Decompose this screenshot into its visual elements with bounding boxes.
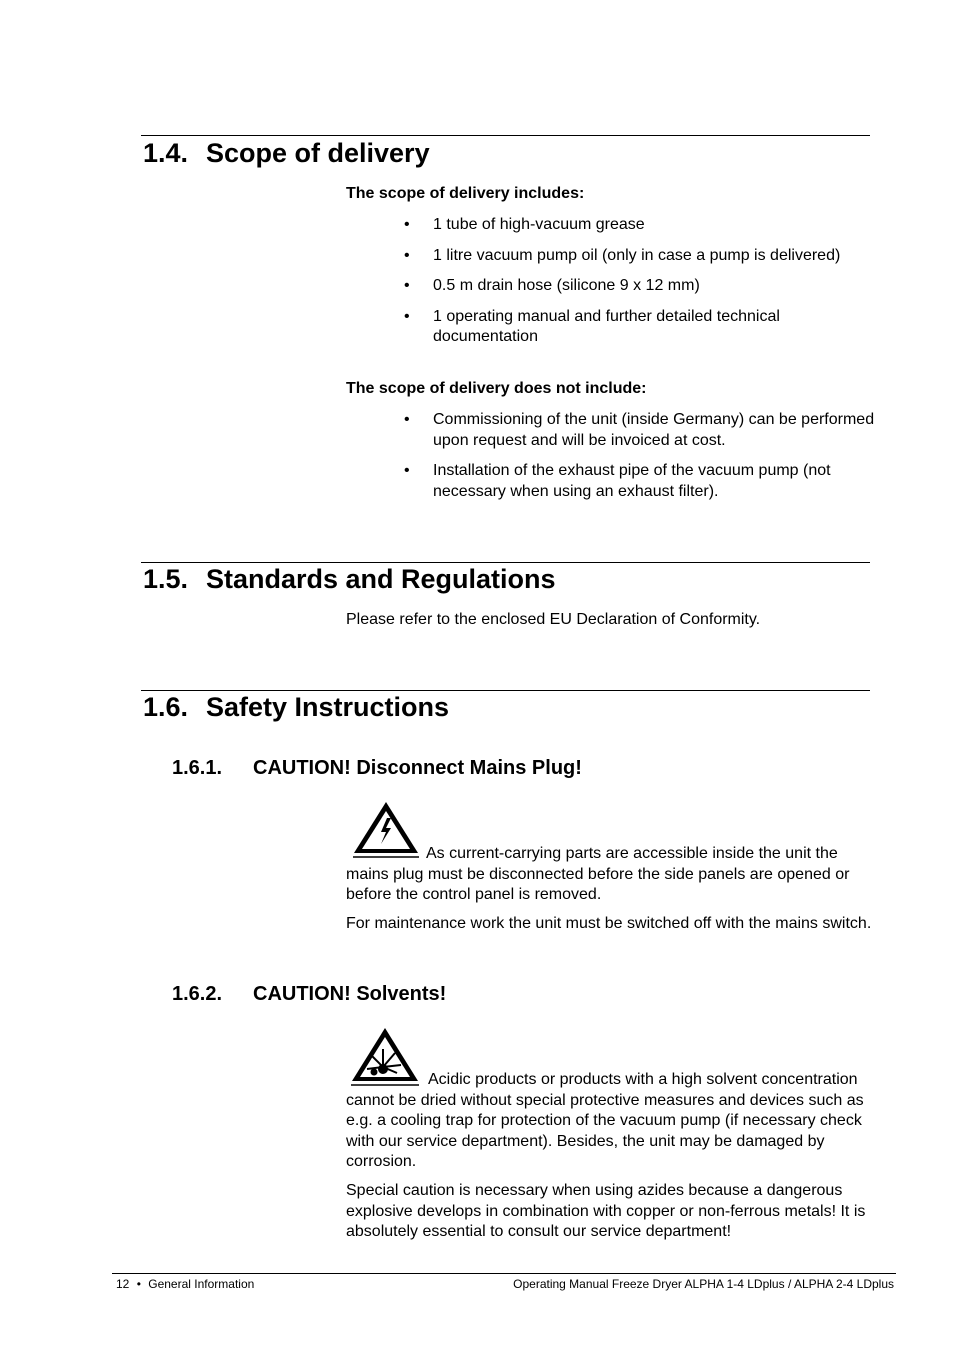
- azides-warning-text: Special caution is necessary when using azides because a dangerous explosive develops in combination with copper or non-ferrous metals! It is absolutely essential to consult our service department!: [346, 1182, 866, 1240]
- footer-left: [116, 1277, 254, 1291]
- section-heading-scope: 1.4. Scope of delivery: [143, 138, 430, 168]
- list-item: • 1 tube of high-vacuum grease: [346, 215, 876, 236]
- mains-maintenance-text: For maintenance work the unit must be switched off with the mains switch.: [346, 915, 872, 932]
- solvents-warning-text: Acidic products or products with a high solvent concentration cannot be dried without special protective measures and devices such as e.g. a cooling trap for protection of the vacuum pump (if necessary check with our service department). Besides, the unit may be damaged by corrosion.: [346, 1071, 864, 1170]
- standards-text: Please refer to the enclosed EU Declaration of Conformity.: [346, 611, 761, 628]
- section-divider: [141, 135, 870, 136]
- footer-separator: •: [136, 1277, 141, 1291]
- includes-list: [346, 215, 876, 358]
- mains-warning-text: As current-carrying parts are accessible inside the unit the mains plug must be disconnected before the side panels are opened or before the control panel is removed.: [346, 845, 850, 903]
- section-heading-safety: 1.6. Safety Instructions: [143, 692, 450, 722]
- list-item: • 0.5 m drain hose (silicone 9 x 12 mm): [346, 276, 876, 297]
- footer-chapter: General Information: [148, 1277, 255, 1291]
- list-item: • Installation of the exhaust pipe of the vacuum pump (not necessary when using an exhaust filter).: [346, 461, 876, 502]
- subsection-heading-solvents: 1.6.2. CAUTION! Solvents!: [172, 983, 447, 1005]
- footer-divider: [112, 1273, 896, 1274]
- section-heading-standards: 1.5. Standards and Regulations: [143, 564, 556, 594]
- subsection-heading-mains: 1.6.1. CAUTION! Disconnect Mains Plug!: [172, 757, 582, 779]
- list-item: • 1 litre vacuum pump oil (only in case a pump is delivered): [346, 246, 876, 267]
- page-number: 12: [116, 1277, 130, 1291]
- list-item: • Commissioning of the unit (inside Germany) can be performed upon request and will be invoiced at cost.: [346, 410, 876, 451]
- excludes-list: [346, 410, 876, 512]
- excludes-heading: The scope of delivery does not include:: [346, 380, 647, 397]
- list-item: • 1 operating manual and further detailed technical documentation: [346, 307, 876, 348]
- footer-manual-title: Operating Manual Freeze Dryer ALPHA 1-4 LDplus / ALPHA 2-4 LDplus: [513, 1277, 894, 1291]
- section-divider: [141, 690, 870, 691]
- includes-heading: The scope of delivery includes:: [346, 185, 585, 202]
- section-divider: [141, 562, 870, 563]
